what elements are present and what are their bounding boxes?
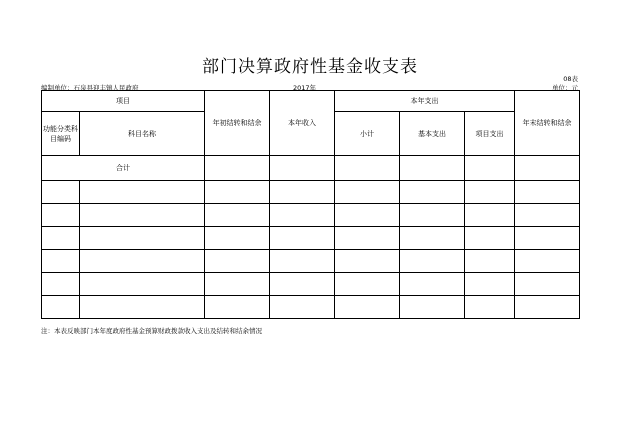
ending-cell xyxy=(515,181,580,204)
income-cell xyxy=(270,204,335,227)
basic-cell xyxy=(400,250,465,273)
form-number: 08表 xyxy=(563,75,578,83)
income-cell xyxy=(270,181,335,204)
code-cell xyxy=(42,204,80,227)
name-cell xyxy=(80,296,205,319)
code-cell xyxy=(42,227,80,250)
report-year: 2017年 xyxy=(293,84,317,92)
reporting-unit: 编制单位：石泉县迎丰镇人民政府 xyxy=(41,84,139,92)
project-cell xyxy=(465,181,515,204)
header-item: 项目 xyxy=(42,91,205,112)
page-title: 部门决算政府性基金收支表 xyxy=(202,57,418,77)
ending-cell xyxy=(515,204,580,227)
project-cell xyxy=(465,204,515,227)
beginning-cell xyxy=(205,227,270,250)
basic-cell xyxy=(400,296,465,319)
total-project-cell xyxy=(465,156,515,181)
total-ending-cell xyxy=(515,156,580,181)
ending-cell xyxy=(515,296,580,319)
table-row xyxy=(42,204,580,227)
income-cell xyxy=(270,296,335,319)
beginning-cell xyxy=(205,296,270,319)
header-beginning-balance: 年初结转和结余 xyxy=(205,91,270,156)
basic-cell xyxy=(400,273,465,296)
ending-cell xyxy=(515,250,580,273)
total-subtotal-cell xyxy=(335,156,400,181)
table-row xyxy=(42,296,580,319)
project-cell xyxy=(465,250,515,273)
subtotal-cell xyxy=(335,227,400,250)
beginning-cell xyxy=(205,250,270,273)
total-income-cell xyxy=(270,156,335,181)
income-cell xyxy=(270,250,335,273)
basic-cell xyxy=(400,204,465,227)
subtotal-cell xyxy=(335,250,400,273)
table-row xyxy=(42,227,580,250)
header-basic-expenditure: 基本支出 xyxy=(400,112,465,156)
income-cell xyxy=(270,273,335,296)
subtotal-cell xyxy=(335,273,400,296)
subtotal-cell xyxy=(335,204,400,227)
beginning-cell xyxy=(205,181,270,204)
ending-cell xyxy=(515,273,580,296)
code-cell xyxy=(42,296,80,319)
basic-cell xyxy=(400,181,465,204)
total-label: 合计 xyxy=(42,156,205,181)
total-beginning-cell xyxy=(205,156,270,181)
name-cell xyxy=(80,204,205,227)
name-cell xyxy=(80,273,205,296)
total-basic-cell xyxy=(400,156,465,181)
project-cell xyxy=(465,273,515,296)
ending-cell xyxy=(515,227,580,250)
table-row xyxy=(42,250,580,273)
header-subject-name: 科目名称 xyxy=(80,112,205,156)
beginning-cell xyxy=(205,273,270,296)
code-cell xyxy=(42,181,80,204)
subtotal-cell xyxy=(335,181,400,204)
header-subtotal: 小计 xyxy=(335,112,400,156)
name-cell xyxy=(80,250,205,273)
footnote: 注：本表反映部门本年度政府性基金预算财政拨款收入支出及结转和结余情况 xyxy=(41,327,262,335)
subtotal-cell xyxy=(335,296,400,319)
project-cell xyxy=(465,227,515,250)
table-row xyxy=(42,273,580,296)
code-cell xyxy=(42,273,80,296)
project-cell xyxy=(465,296,515,319)
header-func-code: 功能分类科目编码 xyxy=(42,112,80,156)
header-income: 本年收入 xyxy=(270,91,335,156)
code-cell xyxy=(42,250,80,273)
income-cell xyxy=(270,227,335,250)
header-project-expenditure: 项目支出 xyxy=(465,112,515,156)
header-expenditure: 本年支出 xyxy=(335,91,515,112)
fund-table xyxy=(41,90,580,319)
basic-cell xyxy=(400,227,465,250)
table-row xyxy=(42,181,580,204)
beginning-cell xyxy=(205,204,270,227)
name-cell xyxy=(80,181,205,204)
currency-unit: 单位：元 xyxy=(552,84,578,92)
header-ending-balance: 年末结转和结余 xyxy=(515,91,580,156)
name-cell xyxy=(80,227,205,250)
